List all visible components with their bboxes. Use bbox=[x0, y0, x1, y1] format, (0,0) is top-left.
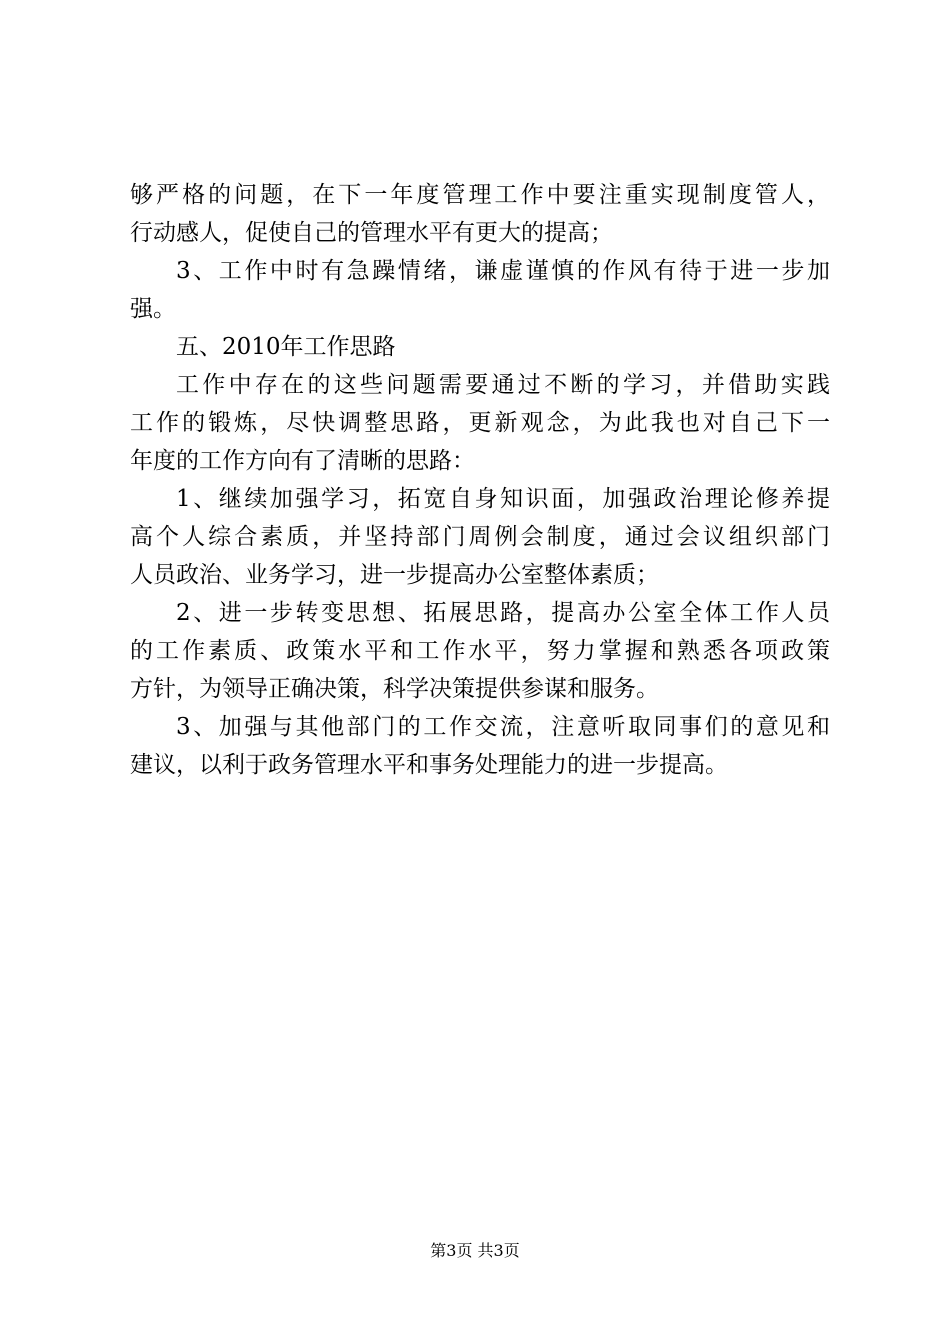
text-line: 够严格的问题，在下一年度管理工作中要注重实现制度管人， bbox=[130, 182, 830, 208]
text-line: 强。 bbox=[130, 296, 176, 322]
text-line: 工作的锻炼，尽快调整思路，更新观念，为此我也对自己下一 bbox=[130, 410, 830, 436]
text-line: 行动感人，促使自己的管理水平有更大的提高； bbox=[130, 220, 613, 246]
text-line: 3、加强与其他部门的工作交流，注意听取同事们的意见和 bbox=[176, 714, 830, 740]
text-line: 方针，为领导正确决策，科学决策提供参谋和服务。 bbox=[130, 676, 659, 702]
text-line: 1、继续加强学习，拓宽自身知识面，加强政治理论修养提 bbox=[176, 486, 830, 512]
page-number-footer: 第3页 共3页 bbox=[430, 1241, 520, 1260]
text-line: 2、进一步转变思想、拓展思路，提高办公室全体工作人员 bbox=[176, 600, 830, 626]
text-line: 建议，以利于政务管理水平和事务处理能力的进一步提高。 bbox=[130, 752, 728, 778]
text-line: 的工作素质、政策水平和工作水平，努力掌握和熟悉各项政策 bbox=[130, 638, 830, 664]
section-heading: 五、2010年工作思路 bbox=[176, 334, 396, 360]
text-line: 高个人综合素质，并坚持部门周例会制度，通过会议组织部门 bbox=[130, 524, 830, 550]
text-line: 3、工作中时有急躁情绪，谦虚谨慎的作风有待于进一步加 bbox=[176, 258, 830, 284]
text-line: 人员政治、业务学习，进一步提高办公室整体素质； bbox=[130, 562, 659, 588]
text-line: 工作中存在的这些问题需要通过不断的学习，并借助实践 bbox=[176, 372, 830, 398]
text-line: 年度的工作方向有了清晰的思路： bbox=[130, 448, 475, 474]
document-body bbox=[130, 176, 830, 784]
